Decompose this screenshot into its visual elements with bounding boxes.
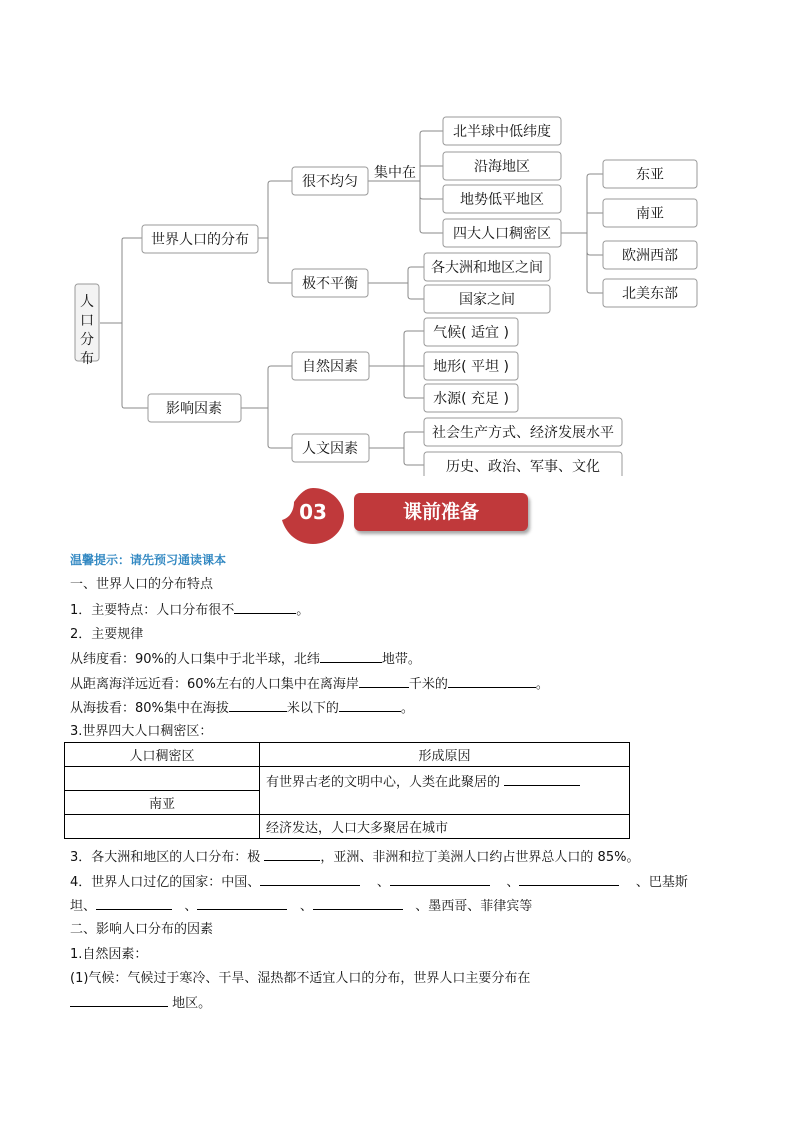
answer-blank[interactable] bbox=[229, 699, 287, 712]
table-cell[interactable] bbox=[65, 815, 260, 839]
svg-text:沿海地区: 沿海地区 bbox=[474, 159, 530, 175]
section-number: 03 bbox=[299, 500, 327, 524]
node-dense-region bbox=[603, 241, 697, 269]
subheading-dense-regions: 3.世界四大人口稠密区： bbox=[70, 724, 213, 739]
node-dense-region bbox=[603, 160, 697, 188]
node-concentrated-item bbox=[443, 219, 561, 247]
svg-text:北半球中低纬度: 北半球中低纬度 bbox=[453, 124, 551, 140]
subheading-pattern: 2．主要规律 bbox=[70, 627, 144, 642]
node-natural-item bbox=[424, 318, 518, 346]
svg-text:水源( 充足 ): 水源( 充足 ) bbox=[433, 391, 509, 407]
node-concentrated-item bbox=[443, 117, 561, 145]
answer-blank[interactable] bbox=[390, 873, 490, 886]
node-concentrated-item bbox=[443, 185, 561, 213]
label-concentrated-in: 集中在 bbox=[374, 165, 416, 181]
answer-blank[interactable] bbox=[320, 650, 382, 663]
imbalance-items bbox=[424, 253, 550, 313]
node-human-item bbox=[424, 418, 622, 446]
node-natural-factors bbox=[292, 352, 369, 380]
dense-regions-table bbox=[64, 742, 630, 839]
heading-factors: 二、影响人口分布的因素 bbox=[70, 922, 214, 937]
answer-blank[interactable] bbox=[96, 897, 172, 910]
question-ocean-distance: 从距离海洋远近看：60%左右的人口集中在离海岸 千米的 。 bbox=[70, 677, 549, 692]
question-climate-cont: 地区。 bbox=[70, 994, 211, 1012]
question-main-feature: 1．主要特点：人口分布很不 。 bbox=[70, 603, 310, 618]
svg-text:地势低平地区: 地势低平地区 bbox=[460, 192, 544, 208]
node-influencing-factors bbox=[148, 394, 241, 422]
section-title: 课前准备 bbox=[354, 493, 528, 531]
svg-text:北美东部: 北美东部 bbox=[622, 286, 678, 302]
answer-blank[interactable] bbox=[504, 773, 580, 786]
answer-blank[interactable] bbox=[519, 873, 619, 886]
answer-blank[interactable] bbox=[260, 873, 360, 886]
node-human-factors bbox=[292, 434, 369, 462]
table-header-row bbox=[65, 743, 630, 767]
svg-text:各大洲和地区之间: 各大洲和地区之间 bbox=[431, 260, 543, 276]
human-items bbox=[424, 418, 622, 480]
node-human-item bbox=[424, 452, 622, 480]
table-header: 形成原因 bbox=[260, 743, 630, 767]
svg-text:南亚: 南亚 bbox=[636, 206, 664, 222]
answer-blank[interactable] bbox=[70, 994, 168, 1007]
svg-text:气候( 适宜 ): 气候( 适宜 ) bbox=[433, 325, 509, 341]
question-populous-countries: 4．世界人口过亿的国家：中国、 、 、 、巴基斯 bbox=[70, 875, 688, 890]
question-climate: (1)气候：气候过于寒冷、干旱、湿热都不适宜人口的分布，世界人口主要分布在 bbox=[70, 971, 531, 986]
svg-text:历史、政治、军事、文化: 历史、政治、军事、文化 bbox=[446, 459, 600, 475]
svg-text:很不均匀: 很不均匀 bbox=[302, 174, 358, 190]
svg-text:世界人口的分布: 世界人口的分布 bbox=[151, 232, 249, 248]
subheading-natural-factors: 1.自然因素： bbox=[70, 947, 148, 962]
table-cell: 有世界古老的文明中心，人类在此聚居的 bbox=[260, 767, 630, 815]
node-imbalance-item bbox=[424, 253, 550, 281]
answer-blank[interactable] bbox=[234, 601, 296, 614]
svg-text:四大人口稠密区: 四大人口稠密区 bbox=[453, 226, 551, 242]
mind-map bbox=[0, 0, 794, 480]
svg-text:欧洲西部: 欧洲西部 bbox=[622, 248, 678, 264]
node-dense-region bbox=[603, 279, 697, 307]
node-dense-region bbox=[603, 199, 697, 227]
svg-text:国家之间: 国家之间 bbox=[459, 292, 515, 308]
answer-blank[interactable] bbox=[197, 897, 287, 910]
heading-distribution: 一、世界人口的分布特点 bbox=[70, 577, 214, 592]
svg-text:人口分布: 人口分布 bbox=[80, 294, 94, 367]
table-cell: 南亚 bbox=[65, 791, 260, 815]
node-natural-item bbox=[424, 384, 518, 412]
mind-map-root bbox=[75, 284, 99, 367]
svg-text:地形( 平坦 ): 地形( 平坦 ) bbox=[433, 359, 509, 375]
node-imbalance-item bbox=[424, 285, 550, 313]
table-row bbox=[65, 767, 630, 791]
question-latitude: 从纬度看：90%的人口集中于北半球，北纬 地带。 bbox=[70, 652, 421, 667]
svg-text:人文因素: 人文因素 bbox=[302, 441, 358, 457]
node-concentrated-item bbox=[443, 152, 561, 180]
svg-text:影响因素: 影响因素 bbox=[166, 401, 222, 417]
node-world-distribution bbox=[142, 225, 258, 253]
table-cell[interactable] bbox=[65, 767, 260, 791]
svg-text:极不平衡: 极不平衡 bbox=[302, 276, 358, 292]
table-row bbox=[65, 815, 630, 839]
concentrated-items bbox=[443, 117, 561, 247]
svg-text:东亚: 东亚 bbox=[636, 167, 664, 183]
answer-blank[interactable] bbox=[264, 848, 320, 861]
answer-blank[interactable] bbox=[448, 675, 536, 688]
tip-text: 温馨提示：请先预习通读课本 bbox=[70, 553, 227, 567]
svg-text:自然因素: 自然因素 bbox=[302, 359, 358, 375]
dense-regions bbox=[603, 160, 697, 307]
answer-blank[interactable] bbox=[339, 699, 401, 712]
question-populous-countries-cont: 坦、 、 、 、墨西哥、菲律宾等 bbox=[70, 899, 533, 914]
natural-items bbox=[424, 318, 518, 412]
node-imbalance bbox=[292, 269, 368, 297]
svg-text:社会生产方式、经济发展水平: 社会生产方式、经济发展水平 bbox=[432, 425, 614, 441]
table-header: 人口稠密区 bbox=[65, 743, 260, 767]
node-natural-item bbox=[424, 352, 518, 380]
answer-blank[interactable] bbox=[359, 675, 409, 688]
question-continent-distribution: 3．各大洲和地区的人口分布：极 ，亚洲、非洲和拉丁美洲人口约占世界总人口的 85%。 bbox=[70, 850, 640, 865]
table-cell: 经济发达，人口大多聚居在城市 bbox=[260, 815, 630, 839]
question-altitude: 从海拔看：80%集中在海拔 米以下的 。 bbox=[70, 701, 414, 716]
node-uneven bbox=[292, 167, 368, 195]
answer-blank[interactable] bbox=[313, 897, 403, 910]
